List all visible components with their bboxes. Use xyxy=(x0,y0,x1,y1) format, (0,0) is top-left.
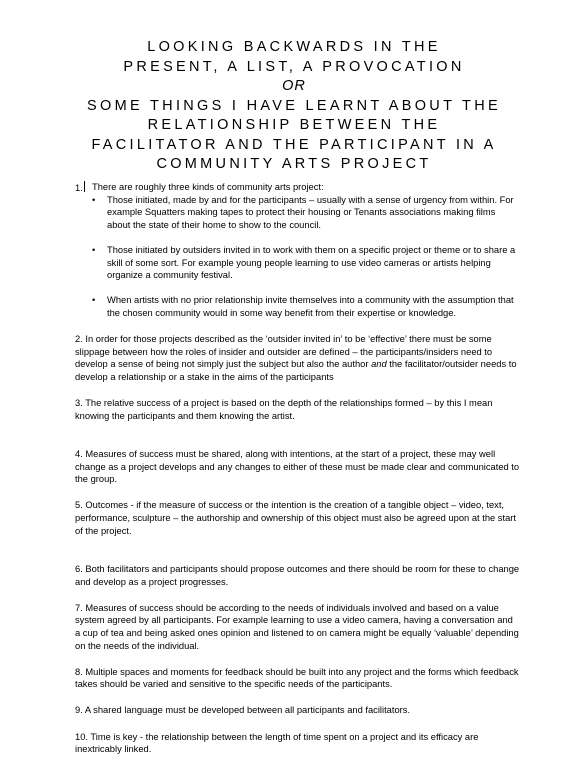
title-line-6: COMMUNITY ARTS PROJECT xyxy=(156,156,432,172)
list-item-9: 9. A shared language must be developed between all participants and facilitators. xyxy=(75,705,411,716)
item-1-intro: There are roughly three kinds of community arts project: xyxy=(92,182,324,192)
spacer xyxy=(75,282,520,295)
document-title xyxy=(0,38,588,175)
bullet-text: Those initiated by outsiders invited in to work with them on a specific project or theme or to share a skill of some sort. For example young people learning to use video cameras or artists helping organize a community festival. xyxy=(107,244,516,281)
document-body xyxy=(75,181,520,756)
bullet-item xyxy=(75,244,520,282)
list-item-10: 10. Time is key - the relationship between the length of time spent on a project and its efficacy are inextricably linked. xyxy=(75,731,479,755)
list-item-3: 3. The relative success of a project is based on the depth of the relationships formed – by this I mean knowing the participants and them knowing the artist. xyxy=(75,397,493,421)
bullet-icon: • xyxy=(92,295,96,306)
text-cursor xyxy=(84,181,85,192)
item-2-text-end: the facilitator/outsider needs to develop a relationship or a stake in the aims of the participants xyxy=(75,359,517,382)
list-item-7: 7. Measures of success should be according to the needs of individuals involved and based on a value system agreed by all participants. For example learning to use a video camera, having a conversation and a cup of tea and being asked ones opinion and listened to on camera might be equally ‘valuable’ depending on the needs of the individual. xyxy=(75,602,519,651)
item-1-number: 1. xyxy=(75,183,83,193)
list-item-8: 8. Multiple spaces and moments for feedback should be built into any project and the forms which feedback takes should be varied and sensitive to the specific needs of the participants. xyxy=(75,666,519,690)
list-item-6: 6. Both facilitators and participants should propose outcomes and there should be room for these to change and develop as a project progresses. xyxy=(75,564,520,587)
list-item-5: 5. Outcomes - if the measure of success or the intention is the creation of a tangible object – video, text, performance, sculpture – the authorship and ownership of this object must also be agreed upon at the start of the project. xyxy=(75,500,516,536)
bullet-icon: • xyxy=(92,244,96,255)
item-1-bullet-list xyxy=(75,194,520,320)
title-or: OR xyxy=(282,78,306,94)
bullet-text: Those initiated, made by and for the participants – usually with a sense of urgency from within. For example Squatters making tapes to protect their housing or Tenants associations making films about the state of their home to show to the council. xyxy=(107,194,514,230)
list-item-1 xyxy=(75,181,520,320)
bullet-text: When artists with no prior relationship invite themselves into a community with the assumption that the chosen community would in some way benefit from their expertise or knowledge. xyxy=(107,295,514,318)
title-line-4: RELATIONSHIP BETWEEN THE xyxy=(147,117,441,133)
spacer xyxy=(75,231,520,244)
item-2-italic-word: and xyxy=(371,359,387,370)
title-line-5: FACILITATOR AND THE PARTICIPANT IN A xyxy=(91,136,497,153)
title-line-1: LOOKING BACKWARDS IN THE xyxy=(147,39,441,55)
bullet-item xyxy=(75,194,520,232)
item-2-text-start: 2. In order for those projects described as the ‘outsider invited in’ to be ‘effective’ there must be some slippage between how the roles of insider and outsider are defined – the participants/insiders need to develop a sense of being not simply just the subject but also the author xyxy=(75,334,493,370)
bullet-icon: • xyxy=(92,194,96,205)
title-line-3: SOME THINGS I HAVE LEARNT ABOUT THE xyxy=(87,97,501,114)
bullet-item xyxy=(75,294,520,319)
list-item-4: 4. Measures of success must be shared, along with intentions, at the start of a project, these may well change as a project develops and any changes to either of these must be made clear and communicated to the group. xyxy=(75,449,520,485)
title-line-2: PRESENT, A LIST, A PROVOCATION xyxy=(123,58,465,75)
list-item-2 xyxy=(75,333,520,383)
